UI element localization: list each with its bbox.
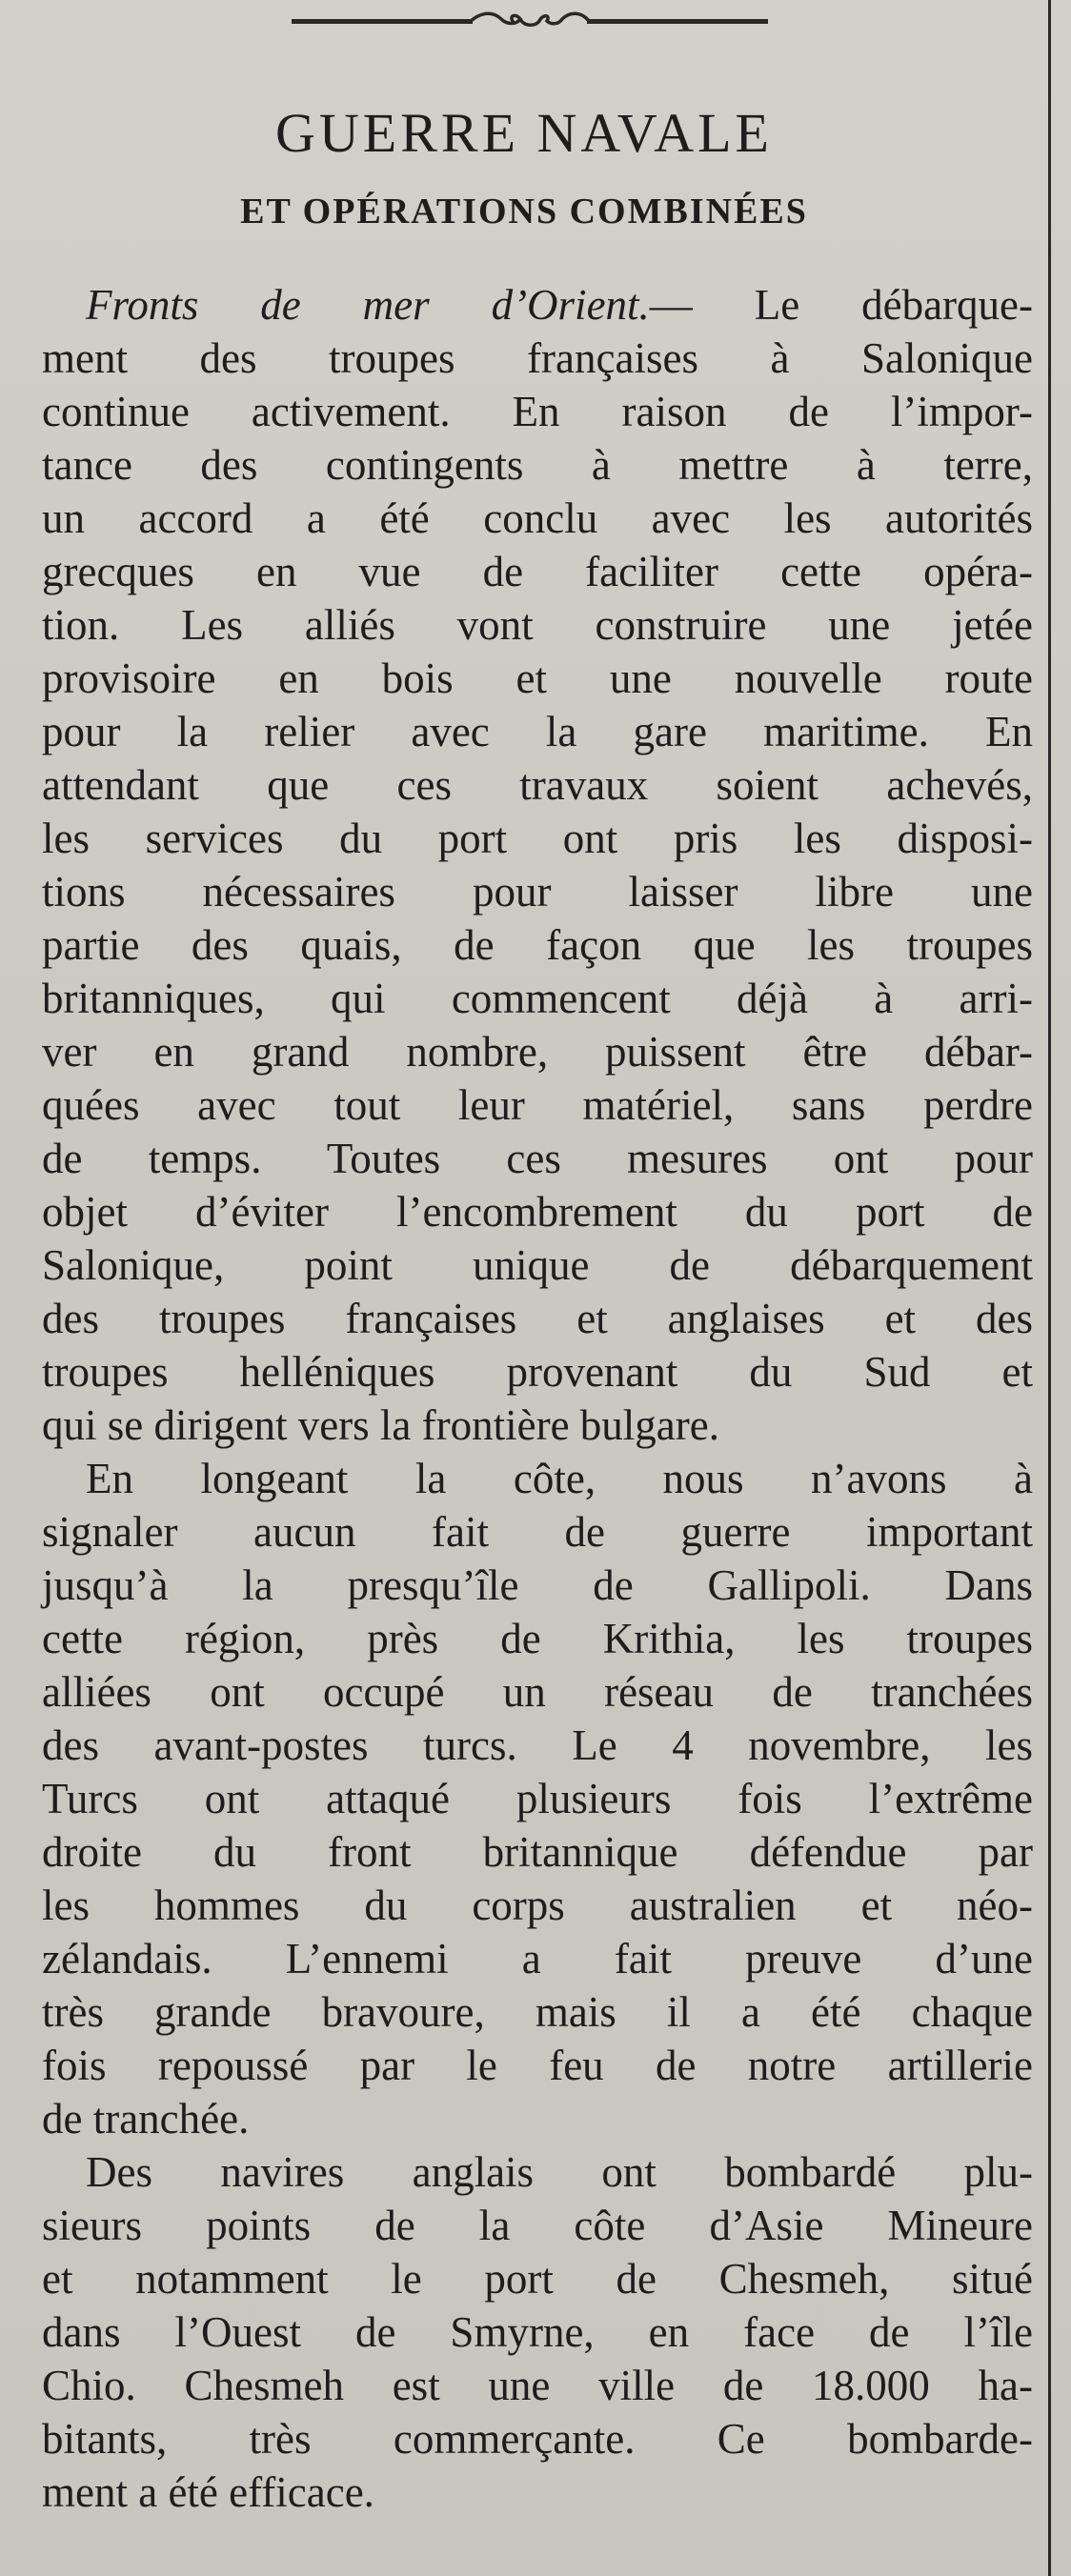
text-line: bitants, très commerçante. Ce bombarde- bbox=[42, 2415, 1033, 2463]
text-line: En longeant la côte, nous n’avons à bbox=[86, 1455, 1033, 1502]
text-line: alliées ont occupé un réseau de tranchées bbox=[42, 1668, 1033, 1716]
text-line: tions nécessaires pour laisser libre une bbox=[42, 868, 1033, 916]
text-line: les hommes du corps australien et néo- bbox=[42, 1882, 1033, 1929]
text-line: de temps. Toutes ces mesures ont pour bbox=[42, 1135, 1033, 1182]
text-line: ment des troupes françaises à Salonique bbox=[42, 334, 1033, 382]
text-line: très grande bravoure, mais il a été chaque bbox=[42, 1988, 1033, 2036]
article-body bbox=[42, 278, 1033, 2519]
text-line: les services du port ont pris les disposi- bbox=[42, 815, 1033, 862]
text-line: et notamment le port de Chesmeh, situé bbox=[42, 2255, 1033, 2303]
text-line: Turcs ont attaqué plusieurs fois l’extrême bbox=[42, 1775, 1033, 1822]
text-line-content: — Le débarque- bbox=[649, 281, 1033, 329]
text-line: sieurs points de la côte d’Asie Mineure bbox=[42, 2202, 1033, 2249]
paragraph-3 bbox=[42, 2145, 1033, 2519]
text-line: zélandais. L’ennemi a fait preuve d’une bbox=[42, 1935, 1033, 1982]
text-line: Salonique, point unique de débarquement bbox=[42, 1241, 1033, 1289]
text-line: droite du front britannique défendue par bbox=[42, 1828, 1033, 1876]
article-title: GUERRE NAVALE bbox=[275, 102, 773, 164]
text-line: ment a été efficace. bbox=[42, 2468, 374, 2516]
paragraph-2 bbox=[42, 1452, 1033, 2145]
text-line: un accord a été conclu avec les autorités bbox=[42, 494, 1033, 542]
text-line: troupes helléniques provenant du Sud et bbox=[42, 1348, 1033, 1396]
text-line: tion. Les alliés vont construire une jetée bbox=[42, 601, 1033, 649]
text-line: grecques en vue de faciliter cette opéra- bbox=[42, 548, 1033, 595]
paragraph-1 bbox=[42, 278, 1033, 1452]
text-line: britanniques, qui commencent déjà à arri- bbox=[42, 975, 1033, 1022]
text-line: partie des quais, de façon que les troupes bbox=[42, 921, 1033, 969]
text-line: continue activement. En raison de l’impor- bbox=[42, 388, 1033, 435]
text-line: ver en grand nombre, puissent être débar- bbox=[42, 1028, 1033, 1076]
ornament-rule-icon bbox=[292, 8, 768, 36]
text-line: Des navires anglais ont bombardé plu- bbox=[86, 2148, 1033, 2196]
text-line: provisoire en bois et une nouvelle route bbox=[42, 654, 1033, 702]
text-line: pour la relier avec la gare maritime. En bbox=[42, 708, 1033, 755]
text-line: attendant que ces travaux soient achevés, bbox=[42, 761, 1033, 809]
text-line: quées avec tout leur matériel, sans perdre bbox=[42, 1081, 1033, 1129]
section-lead: Fronts de mer d’Orient. bbox=[86, 281, 650, 329]
text-line: tance des contingents à mettre à terre, bbox=[42, 441, 1033, 489]
text-line: objet d’éviter l’encombrement du port de bbox=[42, 1188, 1033, 1236]
text-line: fois repoussé par le feu de notre artillerie bbox=[42, 2042, 1033, 2089]
text-line: des troupes françaises et anglaises et des bbox=[42, 1295, 1033, 1342]
text-line: signaler aucun fait de guerre important bbox=[42, 1508, 1033, 1556]
article-subtitle: ET OPÉRATIONS COMBINÉES bbox=[240, 191, 808, 231]
text-line: des avant-postes turcs. Le 4 novembre, les bbox=[42, 1721, 1033, 1769]
text-line: Chio. Chesmeh est une ville de 18.000 ha- bbox=[42, 2362, 1033, 2409]
text-line: cette région, près de Krithia, les troupes bbox=[42, 1615, 1033, 1662]
text-line: qui se dirigent vers la frontière bulgare. bbox=[42, 1401, 719, 1449]
text-line bbox=[42, 278, 1033, 332]
text-line: jusqu’à la presqu’île de Gallipoli. Dans bbox=[42, 1561, 1033, 1609]
text-line: dans l’Ouest de Smyrne, en face de l’île bbox=[42, 2308, 1033, 2356]
text-line: de tranchée. bbox=[42, 2095, 250, 2143]
column-rule bbox=[1048, 0, 1051, 2576]
